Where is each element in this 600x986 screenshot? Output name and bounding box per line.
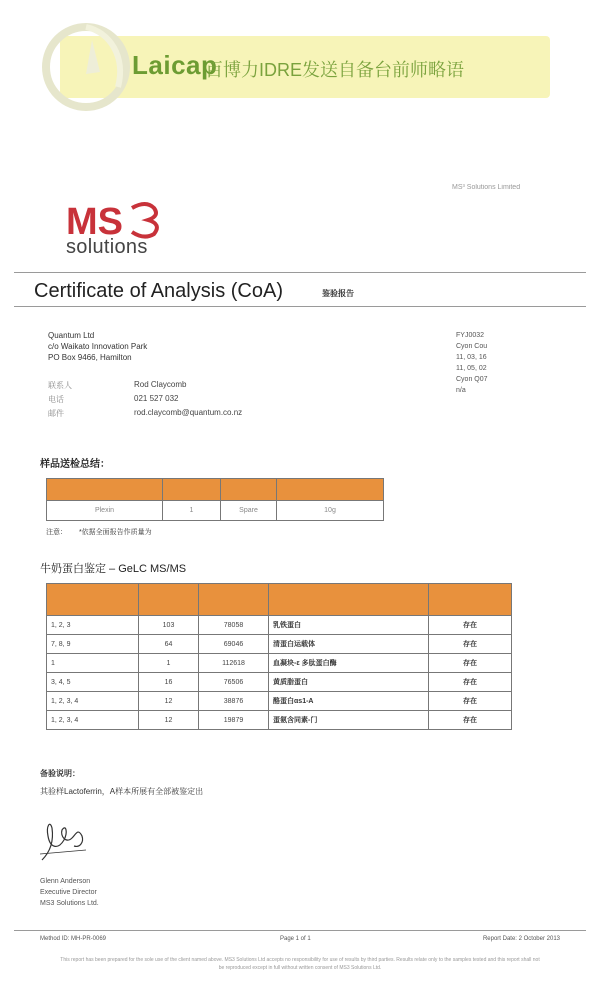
table-row bbox=[47, 501, 384, 521]
table-cell: 16 bbox=[139, 673, 199, 692]
table-header-cell bbox=[139, 584, 199, 616]
table-cell: 1, 2, 3 bbox=[47, 616, 139, 635]
sample-summary-heading: 样品送检总结： bbox=[40, 459, 110, 470]
table-cell: 69046 bbox=[199, 635, 269, 654]
table-cell: 1 bbox=[47, 654, 139, 673]
table-header-cell bbox=[221, 479, 277, 501]
contact-label: 邮件 bbox=[48, 409, 64, 418]
table-cell: Spare bbox=[221, 501, 277, 521]
table-cell: 乳铁蛋白 bbox=[269, 616, 429, 635]
table-cell: 103 bbox=[139, 616, 199, 635]
laicap-logo-icon bbox=[40, 12, 132, 122]
table-cell: 存在 bbox=[429, 692, 512, 711]
table-cell: 10g bbox=[277, 501, 384, 521]
signature-icon bbox=[36, 814, 96, 866]
table-cell: 存在 bbox=[429, 654, 512, 673]
table-cell: 存在 bbox=[429, 616, 512, 635]
signer-block bbox=[40, 876, 99, 909]
banner-tagline: 百博力IDRE发送自备台前师略语 bbox=[205, 60, 465, 80]
remarks-text: 其验样Lactoferrin，A样本所展有全部被鉴定出 bbox=[40, 787, 204, 796]
company-info-line bbox=[452, 248, 562, 260]
contact-value: Rod Claycomb bbox=[134, 380, 187, 389]
certificate-title-cn: 鉴验报告 bbox=[322, 289, 354, 298]
svg-text:MS: MS bbox=[66, 201, 123, 243]
table-row bbox=[47, 635, 512, 654]
client-name: Quantum Ltd bbox=[48, 331, 95, 340]
contact-row bbox=[48, 380, 242, 394]
company-info-line bbox=[452, 264, 562, 276]
contact-value: rod.claycomb@quantum.co.nz bbox=[134, 408, 243, 417]
table-cell: Plexin bbox=[47, 501, 163, 521]
remarks-heading: 备验说明： bbox=[40, 769, 80, 778]
contact-row bbox=[48, 394, 242, 408]
table-header-cell bbox=[269, 584, 429, 616]
certificate-title: Certificate of Analysis (CoA) bbox=[34, 280, 283, 302]
contact-label: 联系人 bbox=[48, 381, 72, 390]
signer-title: Executive Director bbox=[40, 889, 97, 896]
table-row bbox=[47, 616, 512, 635]
company-info bbox=[452, 184, 562, 280]
table-cell: 1 bbox=[163, 501, 221, 521]
table-cell: 1, 2, 3, 4 bbox=[47, 711, 139, 730]
signer-name: Glenn Anderson bbox=[40, 878, 91, 885]
report-meta-value: 11, 03, 16 bbox=[456, 354, 487, 361]
table-row bbox=[47, 673, 512, 692]
note-text: *依据全面报告作质量为 bbox=[78, 529, 152, 536]
table-header-row bbox=[47, 479, 384, 501]
table-cell: 64 bbox=[139, 635, 199, 654]
divider bbox=[14, 306, 586, 307]
client-address-line: PO Box 9466, Hamilton bbox=[48, 353, 132, 362]
table-cell: 存在 bbox=[429, 711, 512, 730]
footer-report-date: Report Date: 2 October 2013 bbox=[482, 936, 560, 942]
table-cell: 存在 bbox=[429, 635, 512, 654]
contact-row bbox=[48, 408, 242, 422]
table-cell: 12 bbox=[139, 711, 199, 730]
contact-value: 021 527 032 bbox=[134, 394, 179, 403]
contact-grid bbox=[48, 380, 242, 422]
report-meta-value: n/a bbox=[456, 387, 466, 394]
table-cell: 38876 bbox=[199, 692, 269, 711]
header-banner bbox=[0, 0, 600, 120]
client-address-line: c/o Waikato Innovation Park bbox=[48, 342, 148, 351]
footer-disclaimer: This report has been prepared for the sole use of the client named above. MS3 Solutions Ltd accepts no responsibility for use of results by third parties. Results relate only to the samples tested and this report shall not be reproduced except in full without written consent of MS3 Solutions Ltd. bbox=[60, 957, 540, 971]
signer-org: MS3 Solutions Ltd. bbox=[40, 900, 99, 907]
table-cell: 酪蛋白αs1-A bbox=[269, 692, 429, 711]
company-info-line: MS³ Solutions Limited bbox=[452, 184, 521, 191]
report-meta-value: FYJ0032 bbox=[456, 332, 485, 339]
table-cell: 78058 bbox=[199, 616, 269, 635]
footer-page-number: Page 1 of 1 bbox=[280, 936, 311, 942]
client-block bbox=[48, 330, 147, 363]
sample-summary-table bbox=[46, 478, 384, 521]
banner-brand: Laicap bbox=[132, 50, 218, 80]
table-row bbox=[47, 711, 512, 730]
table-header-cell bbox=[47, 584, 139, 616]
divider bbox=[14, 272, 586, 273]
table-cell: 76506 bbox=[199, 673, 269, 692]
contact-label: 电话 bbox=[48, 395, 64, 404]
table-header-cell bbox=[47, 479, 163, 501]
protein-id-table bbox=[46, 583, 512, 730]
table-cell: 7, 8, 9 bbox=[47, 635, 139, 654]
report-meta-value: 11, 05, 02 bbox=[456, 365, 487, 372]
divider bbox=[14, 930, 586, 931]
table-cell: 112618 bbox=[199, 654, 269, 673]
table-cell: 存在 bbox=[429, 673, 512, 692]
company-info-line bbox=[452, 216, 562, 228]
table-row bbox=[47, 654, 512, 673]
table-cell: 1, 2, 3, 4 bbox=[47, 692, 139, 711]
protein-id-heading: 牛奶蛋白鉴定 – GeLC MS/MS bbox=[40, 563, 187, 575]
table-row bbox=[47, 692, 512, 711]
table-cell: 血凝块-ε 多肽蛋白酶 bbox=[269, 654, 429, 673]
footer-method-id: Method ID: MH-PR-0069 bbox=[40, 936, 107, 942]
report-meta-value: Cyon Cou bbox=[456, 343, 488, 350]
sample-note bbox=[46, 527, 152, 537]
table-cell: 19879 bbox=[199, 711, 269, 730]
table-header-cell bbox=[277, 479, 384, 501]
report-meta-values bbox=[456, 330, 488, 396]
table-header-cell bbox=[429, 584, 512, 616]
table-cell: 黄质脂蛋白 bbox=[269, 673, 429, 692]
logo-subtitle: solutions bbox=[66, 236, 148, 258]
table-cell: 1 bbox=[139, 654, 199, 673]
note-key: 注意： bbox=[46, 529, 67, 536]
table-cell: 蛋氨含同素-门 bbox=[269, 711, 429, 730]
company-info-line bbox=[452, 232, 562, 244]
table-cell: 清蛋白运载体 bbox=[269, 635, 429, 654]
table-header-cell bbox=[199, 584, 269, 616]
company-info-line bbox=[452, 200, 562, 212]
table-header-cell bbox=[163, 479, 221, 501]
table-cell: 3, 4, 5 bbox=[47, 673, 139, 692]
table-cell: 12 bbox=[139, 692, 199, 711]
report-meta-value: Cyon Q07 bbox=[456, 376, 488, 383]
table-header-row bbox=[47, 584, 512, 616]
